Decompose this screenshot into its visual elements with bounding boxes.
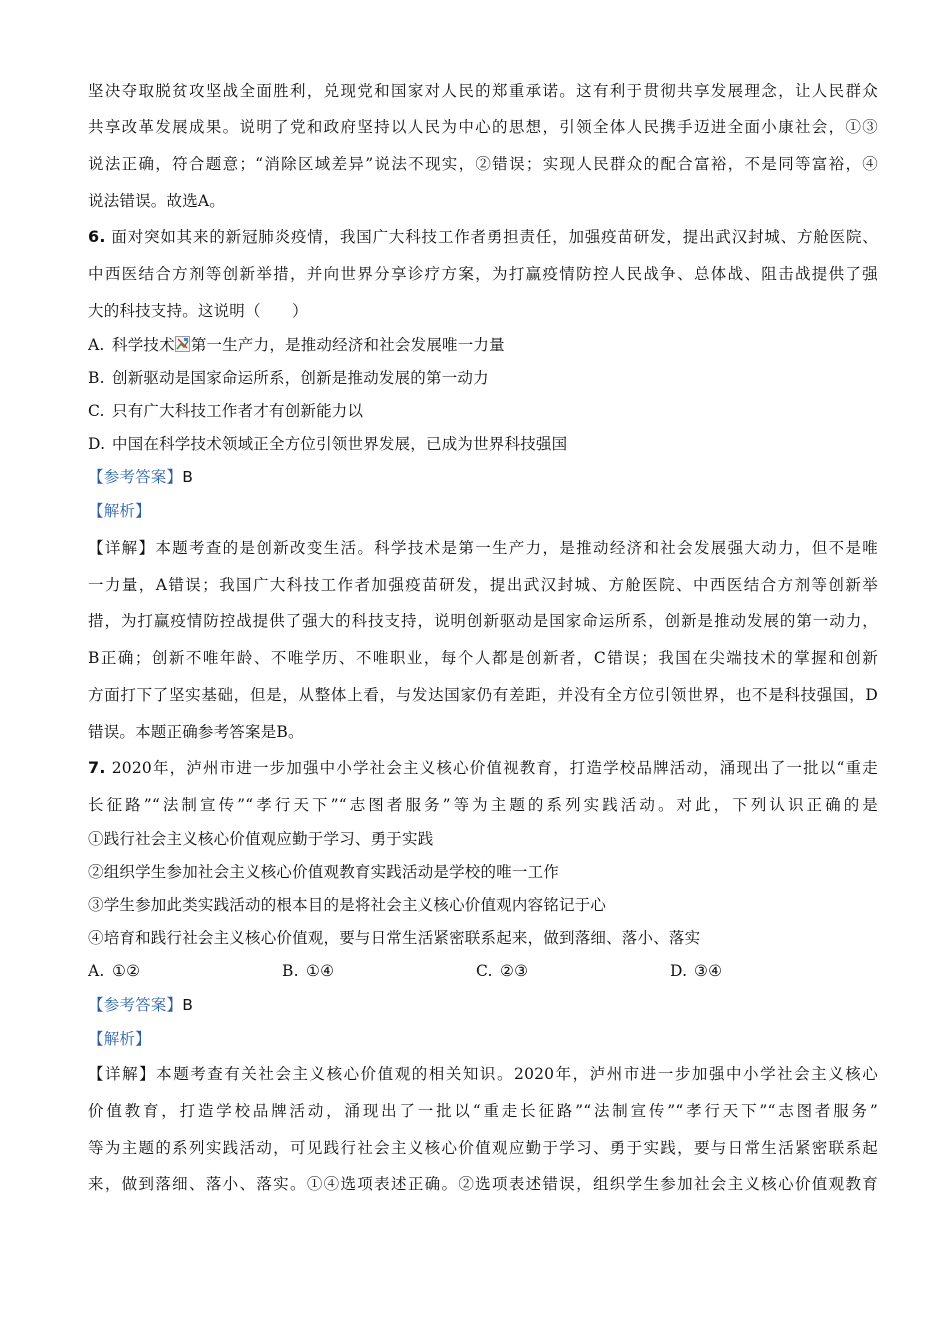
q6-option-d[interactable]	[88, 434, 878, 454]
option-text: 只有广大科技工作者才有创新能力以	[112, 402, 364, 420]
q7-analysis-label: 【解析】	[88, 1030, 151, 1048]
answer-value: B	[182, 996, 194, 1014]
q6-detail-line: 方面打下了坚实基础，但是，从整体上看，与发达国家仍有差距，并没有全方位引领世界，也不是科技强国，D	[88, 686, 878, 704]
q6-stem-line-1	[88, 227, 878, 247]
q6-stem-text: 面对突如其来的新冠肺炎疫情，我国广大科技工作者勇担责任，加强疫苗研发，提出武汉封城、方舱医院、	[111, 228, 878, 246]
option-letter: A.	[88, 336, 105, 354]
q7-statement: ①践行社会主义核心价值观应勤于学习、勇于实践	[88, 830, 434, 848]
q7-answer	[88, 995, 878, 1015]
answer-label: 【参考答案】	[88, 468, 183, 486]
q7-detail-line: 价值教育，打造学校品牌活动，涌现出了一批以“重走长征路”“法制宣传”“孝行天下”“志图者服务”	[88, 1102, 878, 1120]
q7-option-c[interactable]: C. ②③	[476, 962, 529, 980]
q7-stem-line: 长征路”“法制宣传”“孝行天下”“志图者服务”等为主题的系列实践活动。对此，下列认识正确的是	[88, 796, 878, 814]
q5-tail-line: 共享改革发展成果。说明了党和政府坚持以人民为中心的思想，引领全体人民携手迈进全面小康社会，①③	[88, 118, 878, 136]
q6-option-b[interactable]	[88, 368, 878, 388]
q7-options-row	[88, 961, 878, 981]
q7-statement: ②组织学生参加社会主义核心价值观教育实践活动是学校的唯一工作	[88, 863, 560, 881]
q7-detail-line: 来，做到落细、落小、落实。①④选项表述正确。②选项表述错误，组织学生参加社会主义核心价值观教育	[88, 1175, 878, 1193]
q7-option-a[interactable]: A. ①②	[88, 962, 141, 980]
q6-detail-line: 错误。本题正确参考答案是B。	[88, 723, 304, 741]
answer-value: B	[182, 468, 194, 486]
detail-text: 本题考查的是创新改变生活。科学技术是第一生产力，是推动经济和社会发展强大动力，但不是唯	[155, 539, 878, 557]
detail-text: 本题考查有关社会主义核心价值观的相关知识。2020年，泸州市进一步加强中小学社会主义核心	[156, 1065, 878, 1083]
q7-detail-line-1	[88, 1064, 878, 1084]
answer-label: 【参考答案】	[88, 996, 183, 1014]
option-text-after: 第一生产力，是推动经济和社会发展唯一力量	[190, 336, 505, 354]
q7-stem-line-1	[88, 758, 878, 778]
q5-tail-line: 说法正确，符合题意；“消除区域差异”说法不现实，②错误；实现人民群众的配合富裕，不是同等富裕，④	[88, 155, 878, 173]
q5-tail-line: 说法错误。故选A。	[88, 192, 225, 210]
option-letter: C.	[88, 402, 105, 420]
q6-detail-line: 措，为打赢疫情防控战提供了强大的科技支持，说明创新驱动是国家命运所系，创新是推动发展的第一动力，	[88, 612, 878, 630]
detail-label: 【详解】	[88, 1065, 157, 1083]
q6-answer	[88, 467, 878, 487]
option-letter: B.	[88, 369, 105, 387]
q6-detail-line: 一力量，A错误；我国广大科技工作者加强疫苗研发，提出武汉封城、方舱医院、中西医结合方剂等创新举	[88, 576, 878, 594]
q5-tail-line: 坚决夺取脱贫攻坚战全面胜利，兑现党和国家对人民的郑重承诺。这有利于贯彻共享发展理念，让人民群众	[88, 82, 878, 100]
q7-statement: ③学生参加此类实践活动的根本目的是将社会主义核心价值观内容铭记于心	[88, 896, 607, 914]
q6-option-a[interactable]	[88, 335, 878, 355]
q6-detail-line-1	[88, 538, 878, 558]
option-letter: D.	[88, 435, 106, 453]
q7-number: 7.	[88, 758, 106, 777]
option-text: 创新驱动是国家命运所系，创新是推动发展的第一动力	[112, 369, 489, 387]
q6-number: 6.	[88, 227, 106, 246]
option-text: 中国在科学技术领域正全方位引领世界发展，已成为世界科技强国	[112, 435, 568, 453]
q7-detail-line: 等为主题的系列实践活动，可见践行社会主义核心价值观应勤于学习、勇于实践，要与日常生活紧密联系起	[88, 1139, 878, 1157]
q6-analysis-label: 【解析】	[88, 502, 151, 520]
q7-option-d[interactable]: D. ③④	[670, 962, 723, 980]
q7-option-b[interactable]: B. ①④	[282, 962, 335, 980]
option-text-before: 科学技术	[112, 336, 175, 354]
q6-option-c[interactable]	[88, 401, 878, 421]
detail-label: 【详解】	[88, 539, 156, 557]
q6-stem-line: 中西医结合方剂等创新举措，并向世界分享诊疗方案，为打赢疫情防控人民战争、总体战、阻击战提供了强	[88, 265, 878, 283]
q7-statement: ④培育和践行社会主义核心价值观，要与日常生活紧密联系起来，做到落细、落小、落实	[88, 929, 701, 947]
q6-detail-line: B正确；创新不唯年龄、不唯学历、不唯职业，每个人都是创新者，C错误；我国在尖端技术的掌握和创新	[88, 649, 878, 667]
q7-stem-text: 2020年，泸州市进一步加强中小学社会主义核心价值视教育，打造学校品牌活动，涌现出了一批以“重走	[111, 759, 878, 777]
q6-stem-line: 大的科技支持。这说明（ ）	[88, 302, 308, 320]
broken-image-icon	[175, 336, 190, 352]
